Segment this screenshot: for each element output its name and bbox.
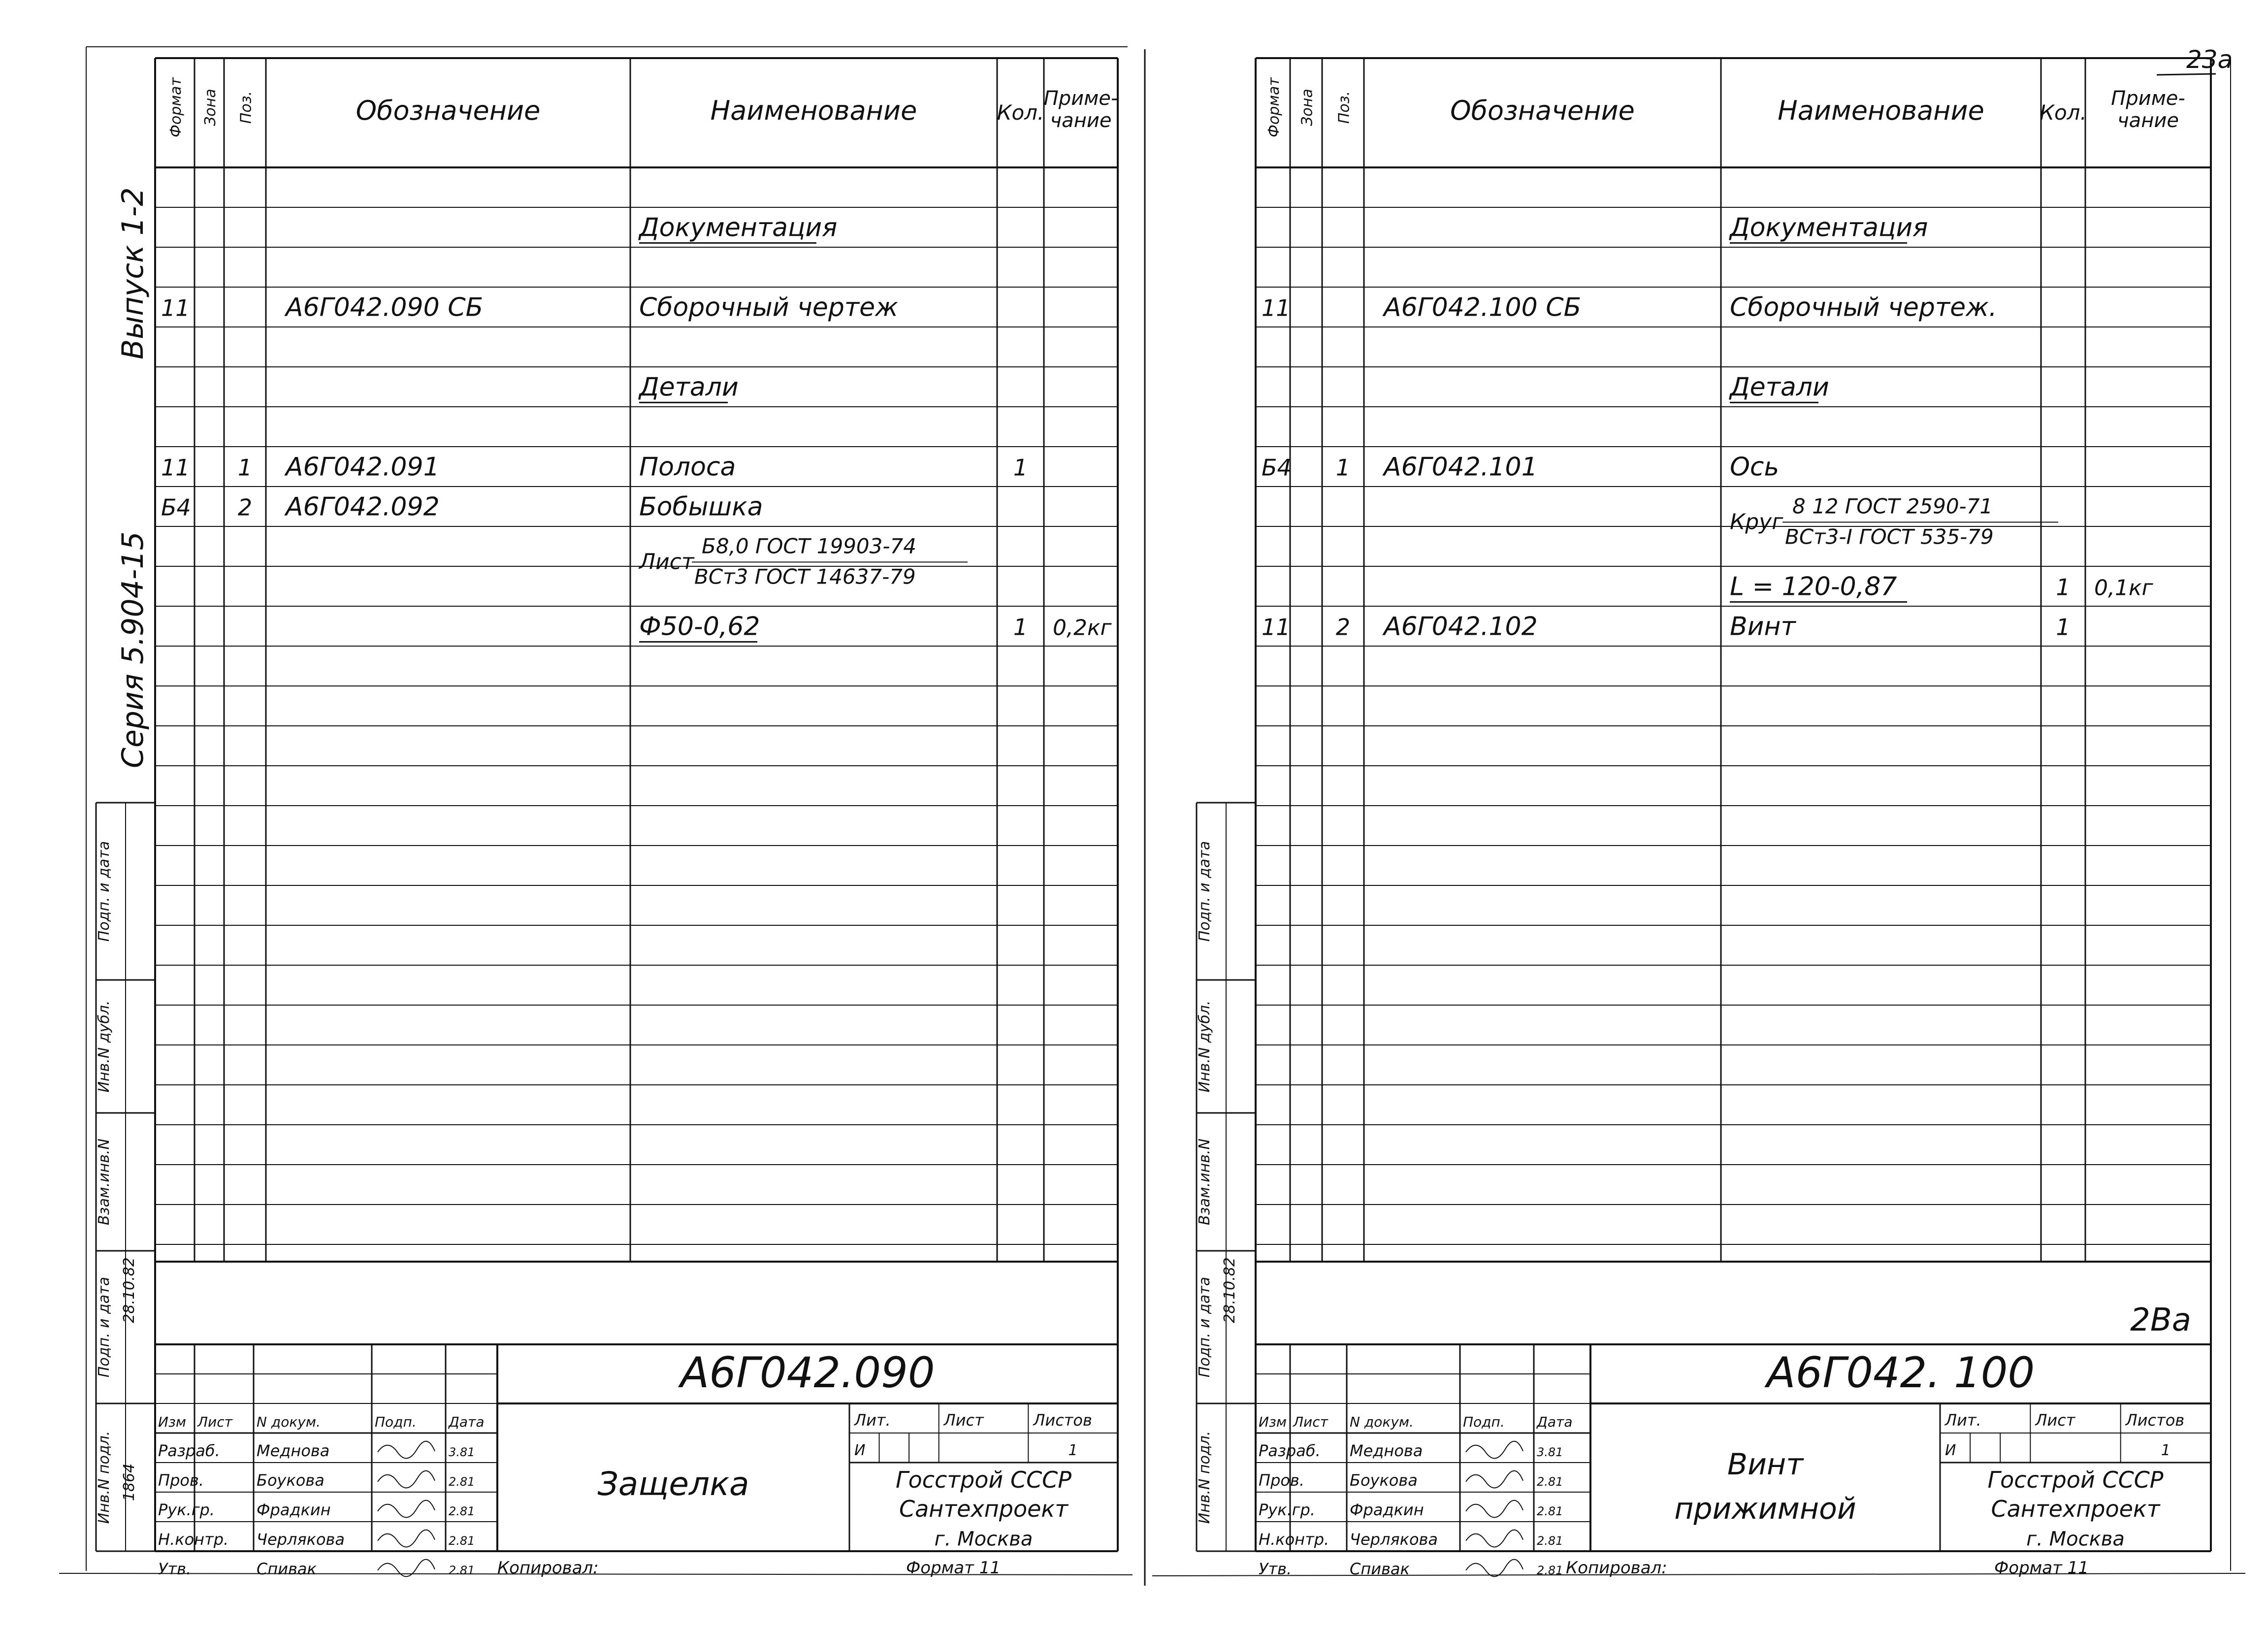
stamp-date: 2.81 (449, 1533, 475, 1548)
stamp-date: 3.81 (449, 1445, 475, 1459)
stamp-role: Разраб. (1259, 1441, 1321, 1460)
issue-label: Выпуск 1-2 (116, 187, 150, 359)
stamp-date: 2.81 (1537, 1474, 1563, 1489)
header-designation: Обозначение (1450, 95, 1635, 126)
stamp-head-label: Дата (449, 1413, 485, 1430)
header-note-1: Приме- (1043, 87, 1118, 110)
stamp-person: Меднова (1350, 1441, 1423, 1460)
signature-image (1466, 1500, 1523, 1518)
header-note-2: чание (1050, 109, 1112, 132)
cell-pos: 1 (1335, 454, 1351, 481)
vstamp-label: Подп. и дата (96, 1276, 113, 1378)
header-qty: Кол. (2040, 100, 2087, 125)
sheets-value: 1 (1068, 1442, 1078, 1459)
stamp-person: Черлякова (257, 1530, 345, 1549)
cell-format: 11 (161, 454, 190, 481)
sheet-label: Лист (2035, 1411, 2075, 1430)
header-zone: Зона (1298, 89, 1316, 126)
cell-qty: 1 (2056, 574, 2071, 601)
lit-label: Лит. (854, 1411, 891, 1430)
header-qty: Кол. (997, 100, 1044, 125)
org-line: Госстрой СССР (895, 1466, 1072, 1493)
drawing-code: А6Г042. 100 (1766, 1348, 2035, 1398)
format-label: Формат 11 (906, 1558, 1001, 1578)
cell-designation: А6Г042.092 (286, 492, 440, 522)
stamp-head-label: Подп. (1463, 1413, 1505, 1430)
stamp-date: 2.81 (1537, 1563, 1563, 1577)
stamp-person: Спивак (257, 1559, 317, 1578)
sheets-label: Листов (1033, 1411, 1092, 1430)
page-number: 23a (2186, 45, 2233, 74)
material-prefix: Круг (1730, 509, 1783, 535)
header-format: Формат (167, 77, 185, 137)
header-designation: Обозначение (356, 95, 541, 126)
material-prefix: Лист (639, 549, 694, 575)
copied-label: Копировал: (1566, 1558, 1667, 1578)
stamp-person: Меднова (257, 1441, 330, 1460)
header-note-2: чание (2117, 109, 2179, 132)
vstamp-label: Взам.инв.N (96, 1139, 113, 1225)
signature-image (1466, 1441, 1523, 1459)
cell-name: Ось (1730, 452, 1780, 482)
stamp-role: Пров. (1259, 1470, 1304, 1490)
stamp-role: Пров. (158, 1470, 204, 1490)
vstamp-label: Инв.N дубл. (96, 1000, 113, 1093)
stamp-person: Черлякова (1350, 1530, 1438, 1549)
stamp-role: Разраб. (158, 1441, 220, 1460)
signature-image (1466, 1530, 1523, 1547)
vstamp-label: Взам.инв.N (1196, 1139, 1213, 1225)
cell-name: Полоса (639, 452, 736, 482)
stamp-head-label: Подп. (375, 1413, 417, 1430)
cell-designation: А6Г042.101 (1384, 452, 1538, 482)
inventory-number: 1864 (121, 1463, 138, 1501)
sign-date: 28.10.82 (121, 1257, 138, 1323)
stamp-person: Боукова (257, 1470, 324, 1490)
stamp-person: Боукова (1350, 1470, 1418, 1490)
signature-image (378, 1500, 435, 1518)
lit-value: И (1945, 1442, 1956, 1459)
cell-designation: А6Г042.091 (286, 452, 440, 482)
cell-name: Документация (1730, 213, 1928, 243)
cell-qty: 1 (1013, 614, 1028, 641)
stamp-role: Н.контр. (158, 1530, 229, 1549)
cell-note: 0,2кг (1053, 615, 1112, 641)
stamp-date: 2.81 (1537, 1533, 1563, 1548)
vstamp-label: Инв.N подл. (96, 1431, 113, 1524)
stamp-role: Утв. (158, 1559, 192, 1578)
stamp-date: 2.81 (449, 1474, 475, 1489)
drawing-code: А6Г042.090 (680, 1348, 935, 1398)
stamp-head-label: Лист (197, 1413, 232, 1430)
stamp-head-label: N докум. (257, 1413, 321, 1430)
cell-name: Детали (639, 372, 739, 402)
org-line: г. Москва (2026, 1528, 2125, 1551)
series-label: Серия 5.904-15 (116, 531, 150, 768)
vstamp-label: Инв.N дубл. (1196, 1000, 1213, 1093)
stamp-head-label: Изм (1259, 1413, 1287, 1430)
stamp-role: Утв. (1259, 1559, 1292, 1578)
cell-name: Сборочный чертеж. (1730, 293, 1997, 323)
copied-label: Копировал: (497, 1558, 599, 1578)
cell-designation: А6Г042.100 СБ (1384, 293, 1582, 323)
stamp-role: Н.контр. (1259, 1530, 1329, 1549)
material-top: 8 12 ГОСТ 2590-71 (1792, 494, 1993, 519)
signature-image (378, 1471, 435, 1488)
cell-format: Б4 (161, 494, 191, 521)
cell-name: Бобышка (639, 492, 763, 522)
stamp-person: Фрадкин (257, 1500, 331, 1519)
stamp-head-label: Изм (158, 1413, 186, 1430)
material-bottom: ВСт3 ГОСТ 14637-79 (694, 564, 916, 589)
stamp-head-label: Лист (1293, 1413, 1328, 1430)
header-format: Формат (1265, 77, 1283, 137)
cell-name: Детали (1730, 372, 1829, 402)
vstamp-label: Подп. и дата (96, 841, 113, 942)
signature-image (1466, 1471, 1523, 1488)
sheets-label: Листов (2125, 1411, 2185, 1430)
stamp-date: 2.81 (449, 1504, 475, 1518)
material-bottom: ВСт3-I ГОСТ 535-79 (1785, 524, 1994, 549)
header-name: Наименование (1778, 95, 1984, 126)
org-line: г. Москва (934, 1528, 1033, 1551)
header-name: Наименование (710, 95, 917, 126)
vstamp-label: Подп. и дата (1196, 1276, 1213, 1378)
signature-image (1466, 1560, 1523, 1577)
vstamp-label: Подп. и дата (1196, 841, 1213, 942)
sign-date: 28.10.82 (1221, 1257, 1238, 1323)
stamp-role: Рук.гр. (1259, 1500, 1316, 1519)
cell-pos: 2 (237, 494, 253, 521)
lit-value: И (854, 1442, 866, 1459)
item-title: Винт (1727, 1447, 1804, 1482)
handwritten-mark: 2Ва (2130, 1302, 2191, 1338)
cell-format: 11 (161, 294, 190, 322)
stamp-head-label: Дата (1537, 1413, 1573, 1430)
cell-name: Сборочный чертеж (639, 293, 898, 323)
cell-name: Ф50-0,62 (639, 612, 760, 642)
org-line: Сантехпроект (899, 1495, 1069, 1522)
cell-designation: А6Г042.102 (1384, 612, 1538, 642)
cell-designation: А6Г042.090 СБ (286, 293, 484, 323)
stamp-person: Фрадкин (1350, 1500, 1424, 1519)
cell-pos: 1 (237, 454, 253, 481)
cell-format: 11 (1262, 294, 1291, 322)
cell-note: 0,1кг (2094, 575, 2153, 601)
org-line: Сантехпроект (1991, 1495, 2160, 1522)
item-title: Защелка (597, 1465, 749, 1503)
cell-qty: 1 (1013, 454, 1028, 481)
header-zone: Зона (202, 89, 219, 126)
cell-pos: 2 (1335, 614, 1351, 641)
lit-label: Лит. (1945, 1411, 1981, 1430)
stamp-person: Спивак (1350, 1559, 1410, 1578)
header-pos: Поз. (237, 91, 255, 124)
stamp-role: Рук.гр. (158, 1500, 215, 1519)
sheet-label: Лист (943, 1411, 984, 1430)
stamp-date: 2.81 (449, 1563, 475, 1577)
cell-name: L = 120-0,87 (1730, 572, 1897, 602)
org-line: Госстрой СССР (1987, 1466, 2164, 1493)
signature-image (378, 1441, 435, 1459)
cell-name: Винт (1730, 612, 1796, 642)
stamp-head-label: N докум. (1350, 1413, 1414, 1430)
cell-format: Б4 (1262, 454, 1292, 481)
stamp-date: 3.81 (1537, 1445, 1563, 1459)
cell-format: 11 (1262, 614, 1291, 641)
cell-name: Документация (639, 213, 838, 243)
format-label: Формат 11 (1994, 1558, 2089, 1578)
page-number-underline (2157, 74, 2216, 75)
material-top: Б8,0 ГОСТ 19903-74 (702, 534, 916, 558)
header-note-1: Приме- (2111, 87, 2185, 110)
header-pos: Поз. (1335, 91, 1353, 124)
stamp-date: 2.81 (1537, 1504, 1563, 1518)
cell-qty: 1 (2056, 614, 2071, 641)
item-title-2: прижимной (1674, 1492, 1856, 1526)
sheets-value: 1 (2161, 1442, 2171, 1459)
vstamp-label: Инв.N подл. (1196, 1431, 1213, 1524)
signature-image (378, 1530, 435, 1547)
